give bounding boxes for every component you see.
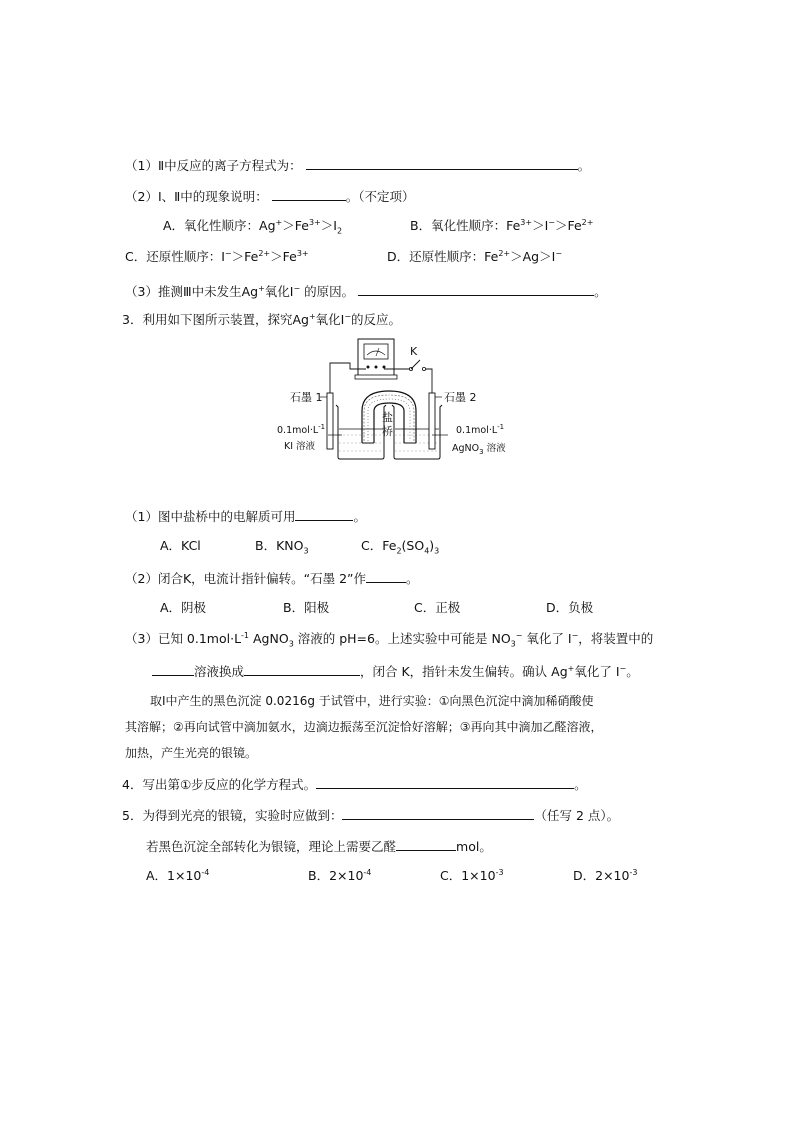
- graphite-electrode-1: [327, 393, 333, 449]
- option-b: B．阳极: [283, 600, 330, 615]
- question-ii-2: （2）Ⅰ、Ⅱ中的现象说明： 。（不定项）: [125, 189, 415, 204]
- question-3-3: （3）已知 $0.1mol\cdot L^{-1}$ AgNO$_3$ 溶液的 pH=6。上述实验中可能是 $NO_3^-$ 氧化了 I−，将装置中的: [125, 630, 654, 649]
- option-b: B．$KNO_3$: [255, 538, 309, 556]
- paragraph-line-1: 取Ⅰ中产生的黑色沉淀 0.0216g 于试管中，进行实验：①向黑色沉淀中滴加稀硝酸使: [150, 694, 594, 708]
- option-b: B．$2\times 10^{-4}$: [308, 867, 372, 883]
- answer-blank[interactable]: [366, 569, 406, 583]
- option-d: D．负极: [546, 600, 594, 615]
- option-a: A．阴极: [160, 600, 207, 615]
- option-c: C．$Fe_2(SO_4)_3$: [361, 538, 440, 556]
- graphite-electrode-2: [429, 393, 435, 449]
- question-3-1: （1）图中盐桥中的电解质可用 。: [125, 509, 366, 524]
- paragraph-line-3: 加热，产生光亮的银镜。: [125, 746, 258, 760]
- answer-blank[interactable]: [295, 507, 353, 521]
- option-b: B．氧化性顺序：$Fe^{3+}>I^->Fe^{2+}$: [410, 217, 594, 233]
- left-conc-label: $0.1mol\cdot L^{-1}$: [277, 423, 326, 436]
- answer-blank[interactable]: [396, 837, 456, 851]
- answer-blank[interactable]: [358, 282, 594, 296]
- answer-blank[interactable]: [152, 662, 194, 676]
- option-a: A．KCl: [160, 538, 201, 553]
- graphite-2-label: 石墨 2: [444, 391, 477, 404]
- question-3-3-line2: 溶液换成 ，闭合 K，指针未发生偏转。确认 Ag+氧化了 I−。: [152, 662, 639, 680]
- graphite-1-label: 石墨 1: [290, 391, 323, 404]
- question-3-title: 3．利用如下图所示装置，探究Ag+氧化I−的反应。: [122, 311, 402, 327]
- k-label: K: [410, 345, 418, 358]
- answer-blank[interactable]: [244, 662, 360, 676]
- right-conc-label: $0.1mol\cdot L^{-1}$: [456, 423, 505, 436]
- left-solution-label: KI 溶液: [284, 441, 316, 452]
- bridge-char-2: 桥: [382, 425, 393, 438]
- answer-blank[interactable]: [342, 806, 534, 820]
- electrochemical-cell-diagram: [270, 335, 520, 465]
- paragraph-line-2: 其溶解；②再向试管中滴加氨水，边滴边振荡至沉淀恰好溶解；③再向其中滴加乙醛溶液，: [125, 720, 603, 734]
- galvanometer: [355, 339, 397, 379]
- answer-blank[interactable]: [306, 156, 578, 170]
- option-d: D．还原性顺序：$Fe^{2+}>Ag>I^-$: [387, 248, 563, 264]
- switch-k: [409, 360, 425, 371]
- question-5: 5．为得到光亮的银镜，实验时应做到： （任写 2 点）。: [122, 808, 620, 823]
- option-a: A．$1\times 10^{-4}$: [146, 867, 210, 883]
- question-5-b: 若黑色沉淀全部转化为银镜，理论上需要乙醛 mol。: [146, 839, 492, 854]
- question-ii-1: （1）Ⅱ中反应的离子方程式为： 。: [125, 158, 591, 173]
- option-c: C．还原性顺序：$I^->Fe^{2+}>Fe^{3+}$: [125, 248, 309, 264]
- answer-blank[interactable]: [272, 187, 346, 201]
- question-4: 4．写出第①步反应的化学方程式。 。: [122, 777, 587, 792]
- option-d: D．$2\times 10^{-3}$: [573, 867, 638, 883]
- question-ii-3: （3）推测Ⅲ中未发生Ag+氧化I− 的原因。 。: [125, 283, 607, 299]
- option-c: C．$1\times 10^{-3}$: [440, 867, 504, 883]
- bridge-char-1: 盐: [382, 411, 393, 424]
- option-a: A．氧化性顺序：$Ag^+>Fe^{3+}>I_2$: [163, 217, 343, 236]
- question-3-2: （2）闭合K，电流计指针偏转。“石墨 2”作 。: [125, 571, 419, 586]
- right-solution-label: AgNO$_3$ 溶液: [452, 443, 506, 456]
- answer-blank[interactable]: [316, 775, 574, 789]
- option-c: C．正极: [414, 600, 461, 615]
- left-beaker: [336, 405, 386, 459]
